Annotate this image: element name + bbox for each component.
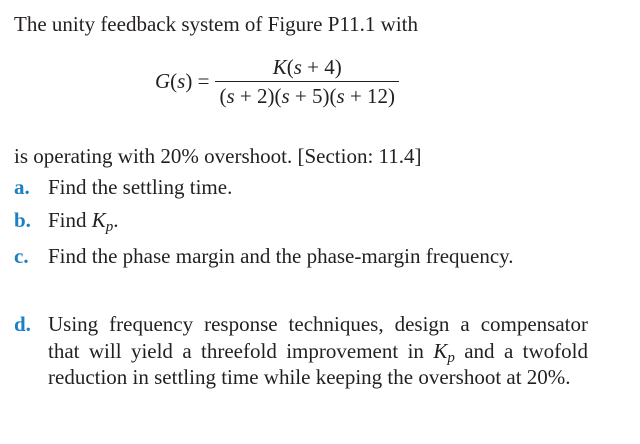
item-d-symbol: K bbox=[433, 338, 448, 363]
item-letter-d: d. bbox=[14, 312, 31, 336]
problem-item-b bbox=[14, 207, 588, 234]
item-text-d bbox=[48, 311, 588, 391]
problem-status: is operating with 20% overshoot. [Section: 11.4] bbox=[14, 144, 422, 168]
problem-intro: The unity feedback system of Figure P11.1 with bbox=[14, 12, 418, 36]
equation-denominator: (s + 2)(s + 5)(s + 12) bbox=[219, 84, 396, 108]
item-text-b bbox=[48, 207, 588, 234]
item-b-subscript: p bbox=[105, 219, 114, 235]
item-text-a: Find the settling time. bbox=[48, 175, 233, 199]
equation-fraction bbox=[215, 54, 399, 109]
item-b-symbol: K bbox=[91, 208, 106, 232]
item-d-subscript: p bbox=[447, 349, 455, 366]
problem-item-c bbox=[14, 243, 588, 270]
item-letter-b: b. bbox=[14, 208, 31, 232]
item-d-text-before: Using frequency response techniques, design a compensator that will yield a threefold improvement in bbox=[48, 312, 588, 363]
transfer-function-equation bbox=[155, 54, 399, 109]
item-letter-a: a. bbox=[14, 175, 30, 199]
item-d-text-after: and a twofold reduction in settling time while keeping the overshoot at 20%. bbox=[48, 338, 588, 389]
problem-item-a bbox=[14, 174, 588, 201]
item-text-c: Find the phase margin and the phase-margin frequency. bbox=[48, 244, 514, 268]
equation-numerator: K(s + 4) bbox=[272, 55, 342, 79]
problem-item-d bbox=[14, 311, 588, 391]
item-b-text-after: . bbox=[113, 208, 119, 232]
item-letter-c: c. bbox=[14, 244, 29, 268]
item-b-text-before: Find bbox=[48, 208, 92, 232]
equation-lhs: G(s) = bbox=[155, 69, 210, 93]
